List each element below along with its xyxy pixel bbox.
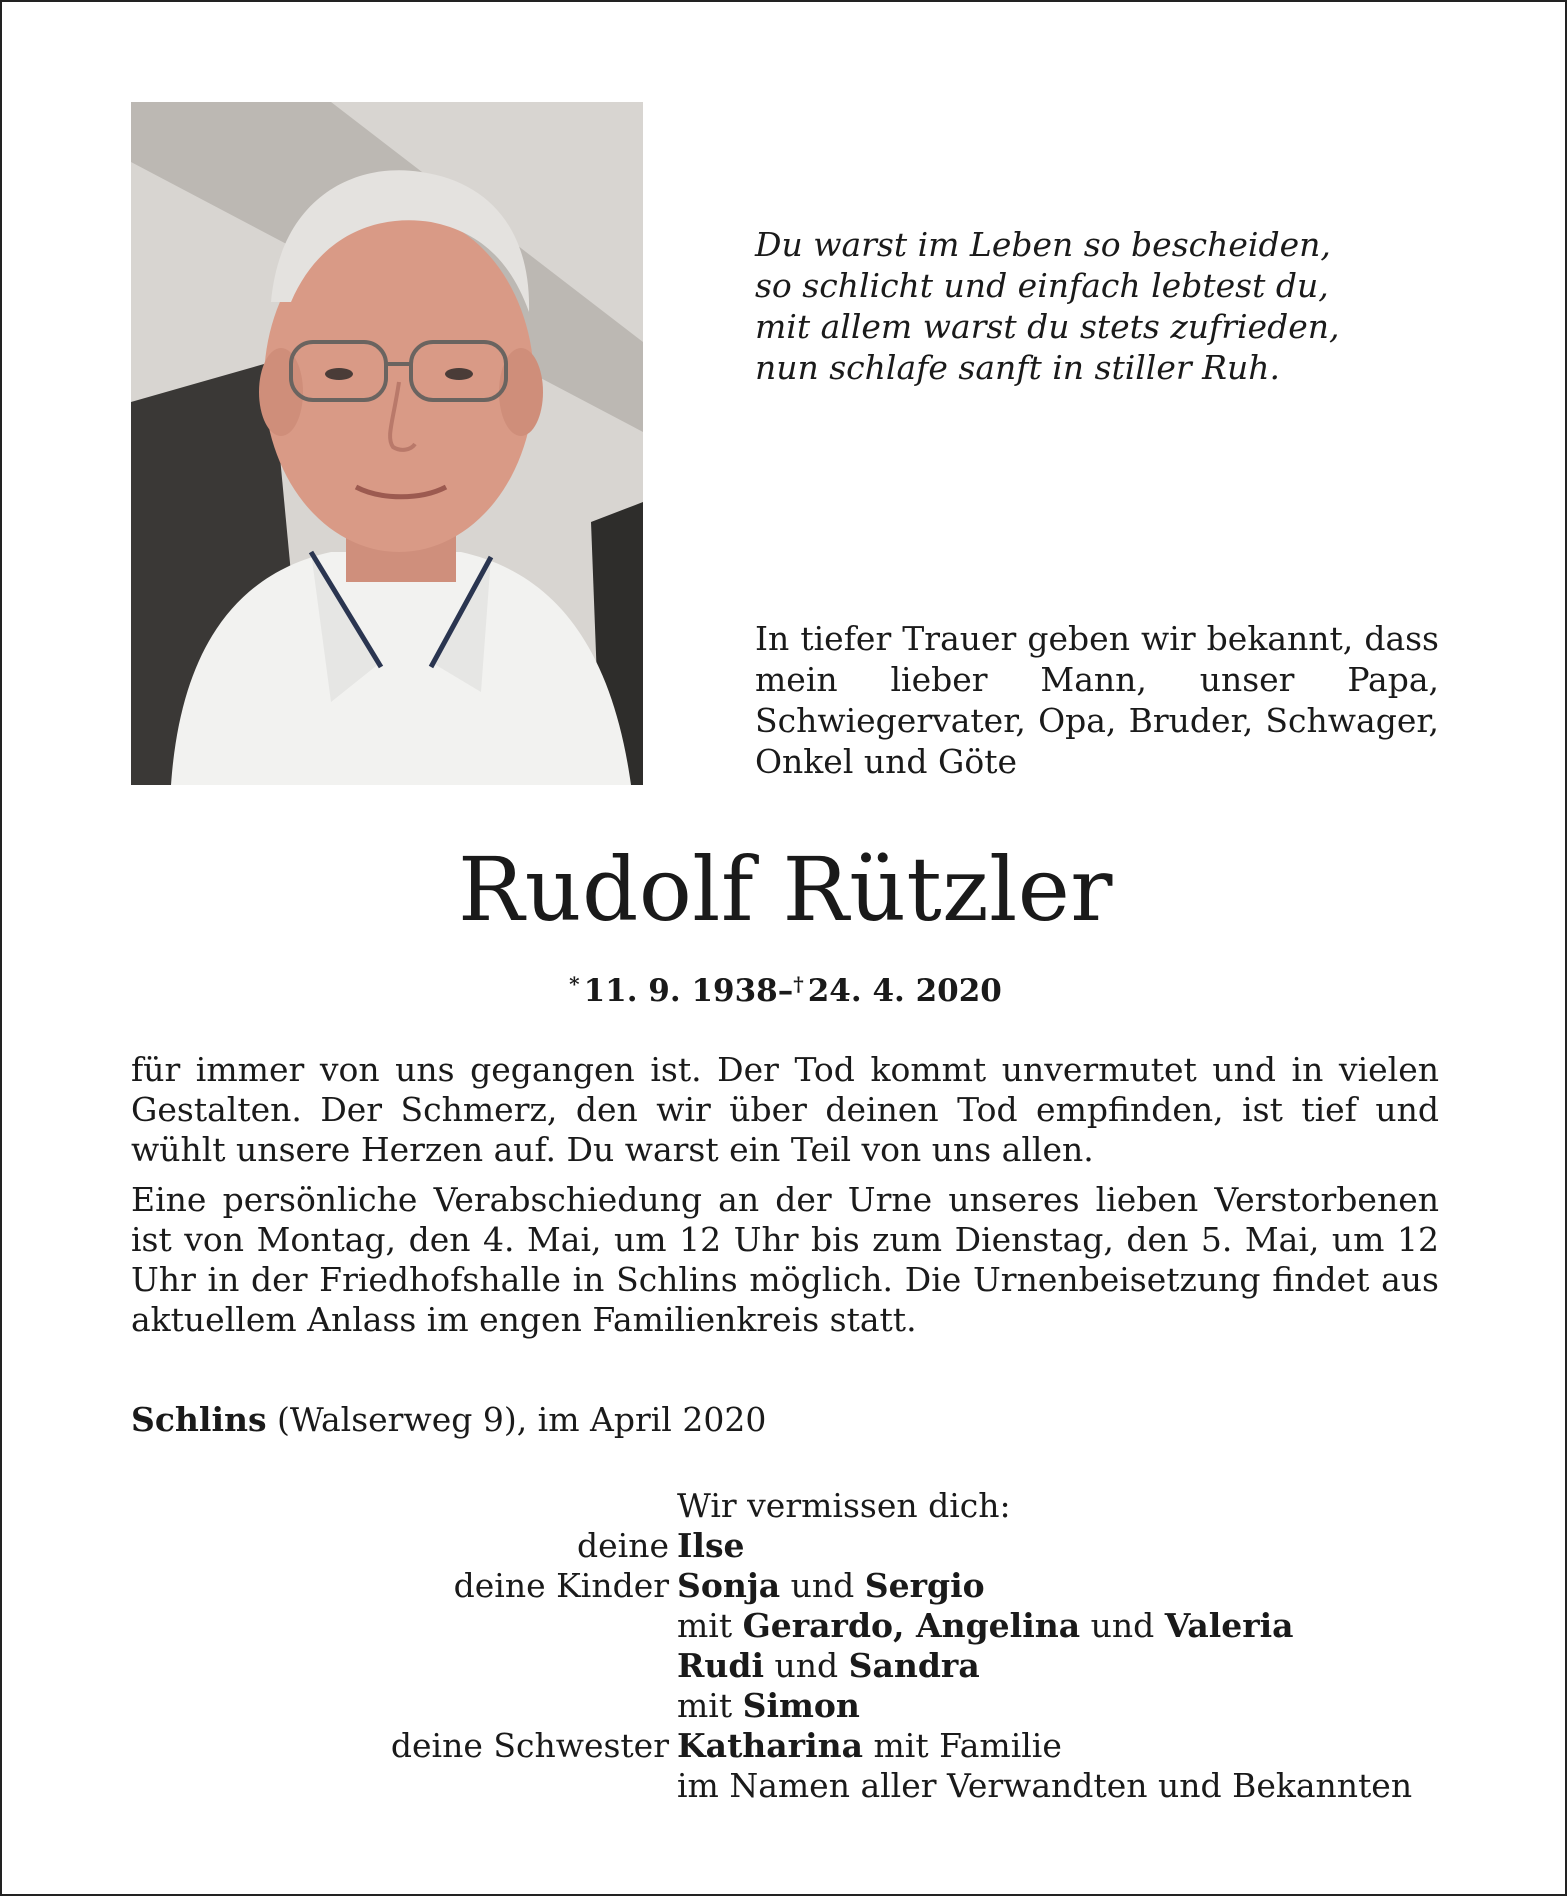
birth-symbol: * (569, 972, 580, 996)
mourner-name: Rudi (677, 1646, 765, 1685)
place-town: Schlins (131, 1400, 267, 1439)
mourner-name: Gerardo, Angelina (742, 1606, 1081, 1645)
poem-line: mit allem warst du stets zufrieden, (755, 307, 1340, 346)
announcement-intro: In tiefer Trauer geben wir bekannt, dass mein lieber Mann, unser Papa, Schwiegervater, Opa, Bruder, Schwager, Onkel und Göte (755, 619, 1439, 781)
birth-date: 11. 9. 1938 (583, 973, 778, 1009)
mourner-names (677, 1526, 745, 1566)
mourners-heading: Wir vermissen dich: (677, 1486, 1011, 1525)
poem-line: nun schlafe sanft in stiller Ruh. (755, 348, 1281, 387)
mourner-name: Sergio (864, 1566, 985, 1605)
mourner-row (131, 1646, 1439, 1686)
mourner-name: Ilse (677, 1526, 745, 1565)
mourner-names (677, 1606, 1294, 1646)
mourner-connector: und (1080, 1606, 1165, 1645)
obituary-text (131, 1050, 1439, 1350)
mourner-connector: mit Familie (862, 1726, 1062, 1765)
mourner-names (677, 1646, 980, 1686)
mourner-relation: deine Kinder (453, 1566, 669, 1605)
death-date: 24. 4. 2020 (807, 973, 1002, 1009)
mourner-relation: deine (577, 1526, 669, 1565)
mourner-connector: und (780, 1566, 865, 1605)
death-symbol: † (793, 972, 804, 996)
date-separator: – (777, 973, 794, 1009)
portrait-photo (131, 102, 643, 785)
mourner-connector: mit (677, 1606, 743, 1645)
mourner-name: Sandra (848, 1646, 980, 1685)
poem-line: so schlicht und einfach lebtest du, (755, 266, 1329, 305)
obituary-paragraph: für immer von uns gegangen ist. Der Tod kommt unvermutet und in vielen Gestalten. Der Schmerz, den wir über deinen Tod empfinden, ist tief und wühlt unsere Herzen auf. Du warst ein Teil von uns allen. (131, 1050, 1439, 1169)
portrait-illustration (131, 102, 643, 785)
mourner-names (677, 1686, 860, 1726)
mourner-relation: deine Schwester (390, 1726, 669, 1765)
poem-line: Du warst im Leben so bescheiden, (755, 225, 1331, 264)
mourner-name: Katharina (677, 1726, 863, 1765)
place-and-date (131, 1400, 1131, 1440)
funeral-details-paragraph: Eine persönliche Verabschiedung an der Urne unseres lieben Verstorbenen ist von Montag, den 4. Mai, um 12 Uhr bis zum Dienstag, den 5. Mai, um 12 Uhr in der Friedhofshalle in Schlins möglich. Die Urnenbeisetzung findet aus aktuellem Anlass im engen Familienkreis statt. (131, 1180, 1439, 1339)
mourner-connector: und (764, 1646, 849, 1685)
mourner-row (131, 1726, 1439, 1766)
mourner-row (131, 1766, 1439, 1806)
mourner-connector: mit (677, 1686, 743, 1725)
mourner-name: Sonja (677, 1566, 781, 1605)
mourner-connector: im Namen aller Verwandten und Bekannten (677, 1766, 1413, 1805)
deceased-name: Rudolf Rützler (458, 838, 1113, 941)
mourner-row (131, 1526, 1439, 1566)
mourner-names (677, 1566, 985, 1606)
mourner-row (131, 1606, 1439, 1646)
mourner-name: Simon (742, 1686, 860, 1725)
mourner-row (131, 1686, 1439, 1726)
mourner-names (677, 1726, 1062, 1766)
mourner-row (131, 1566, 1439, 1606)
life-dates (2, 964, 1567, 1011)
mourner-name: Valeria (1164, 1606, 1294, 1645)
mourner-names (677, 1766, 1412, 1806)
place-address-date: (Walserweg 9), im April 2020 (266, 1400, 767, 1439)
poem-verse (755, 224, 1475, 388)
